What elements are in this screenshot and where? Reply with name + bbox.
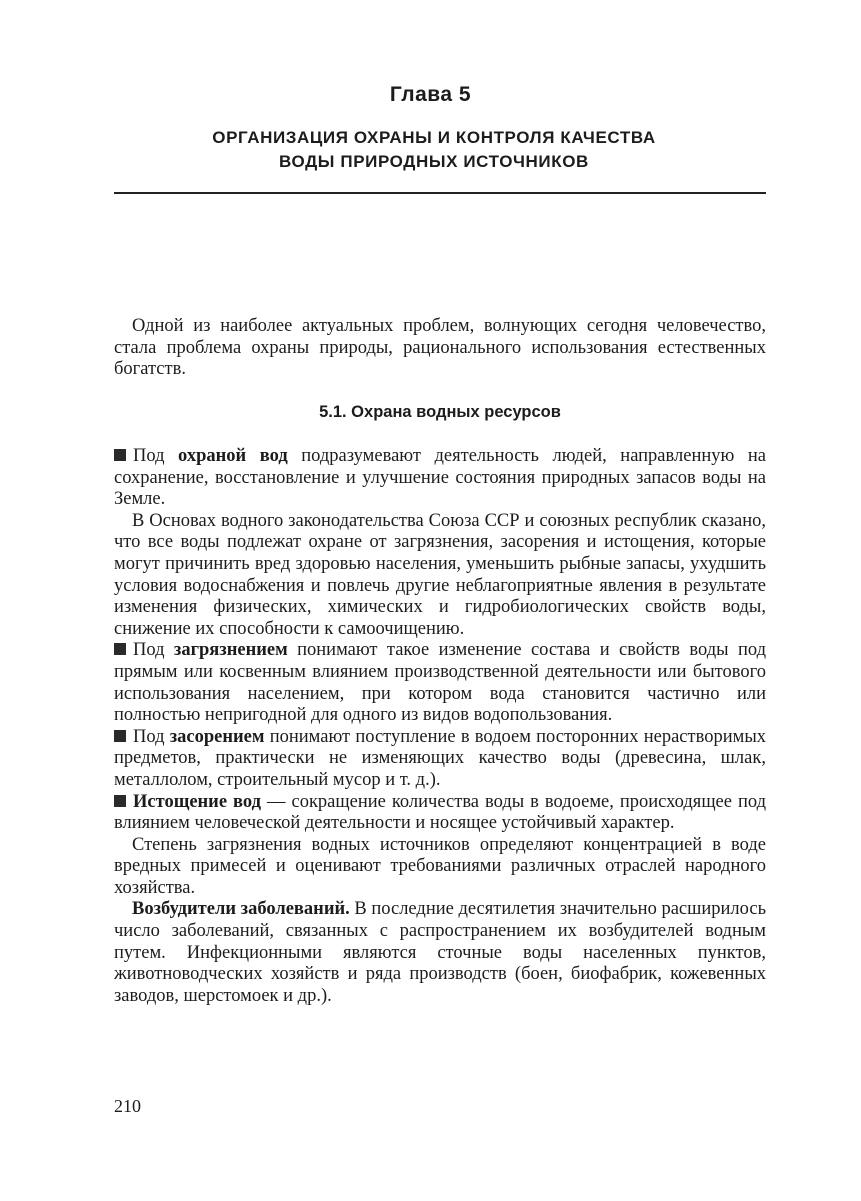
paragraph-post-text: — сокращение количества воды в водоеме, происходящее под влиянием человеческой деятельности и носящее устойчивый характер. — [114, 791, 767, 834]
paragraph-water-protection — [114, 446, 766, 511]
section-body — [114, 446, 766, 1007]
chapter-title-line-2: ВОДЫ ПРИРОДНЫХ ИСТОЧНИКОВ — [279, 152, 589, 171]
term-water-protection: охраной вод — [178, 446, 288, 466]
term-pathogens: Возбудители заболеваний. — [132, 899, 350, 920]
paragraph-marker-icon — [114, 643, 126, 655]
paragraph-legislation: В Основах водного законодательства Союза ССР и союзных республик сказано, что все воды подлежат охране от загрязнения, засорения и истощения, которые могут причинить вред здоровью населения, уменьшить рыбные запасы, ухудшить условия водоснабжения и повлечь другие неблагоприятные явления в результате изменения физических, химических и гидробиологических свойств воды, снижение их способности к самоочищению. — [114, 510, 766, 639]
paragraph-pollution — [114, 640, 766, 726]
intro-paragraph — [114, 316, 766, 381]
paragraph-depletion — [114, 792, 766, 835]
paragraph-marker-icon — [114, 730, 126, 742]
paragraph-marker-icon — [114, 795, 126, 807]
page-number: 210 — [114, 1096, 141, 1116]
section-heading: 5.1. Охрана водных ресурсов — [319, 403, 561, 421]
paragraph-pre-text: Под — [133, 640, 174, 661]
term-littering: засорением — [169, 726, 265, 747]
paragraph-pre-text: Под — [133, 446, 179, 466]
chapter-divider — [114, 192, 766, 194]
term-depletion: Истощение вод — [133, 791, 261, 812]
paragraph-pathogens — [114, 899, 766, 1007]
term-pollution: загрязнением — [173, 640, 288, 661]
paragraph-post-text: В последние десятилетия значительно расширилось число заболеваний, связанных с распространением их возбудителей водным путем. Инфекционными являются сточные воды населенных пунктов, животноводческих хозяйств и ряда производств (боен, биофабрик, кожевенных заводов, шерстомоек и др.). — [114, 899, 767, 1006]
paragraph-post-text: понимают поступление в водоем посторонних нерастворимых предметов, практически не изменяющих качество воды (древесина, шлак, металлолом, строительный мусор и т. д.). — [114, 726, 766, 790]
intro-text: Одной из наиболее актуальных проблем, волнующих сегодня человечество, стала проблема охраны природы, рационального использования естественных богатств. — [114, 316, 766, 380]
paragraph-marker-icon — [114, 449, 126, 461]
paragraph-littering — [114, 727, 766, 792]
chapter-label: Глава 5 — [389, 83, 472, 106]
paragraph-pollution-degree: Степень загрязнения водных источников определяют концентрацией в воде вредных примесей и оценивают требованиями различных отраслей народного хозяйства. — [114, 834, 766, 898]
paragraph-post-text: понимают такое изменение состава и свойств воды под прямым или косвенным влиянием производственной деятельности или бытового использования населением, при котором вода становится частично или полностью непригодной для одного из видов водопользования. — [114, 640, 766, 726]
paragraph-post-text: подразумевают деятельность людей, направленную на сохранение, восстановление и улучшение состояния природных запасов воды на Земле. — [114, 446, 766, 510]
chapter-title — [100, 126, 768, 174]
chapter-title-line-1: ОРГАНИЗАЦИЯ ОХРАНЫ И КОНТРОЛЯ КАЧЕСТВА — [212, 128, 656, 147]
paragraph-pre-text: Под — [133, 726, 170, 747]
